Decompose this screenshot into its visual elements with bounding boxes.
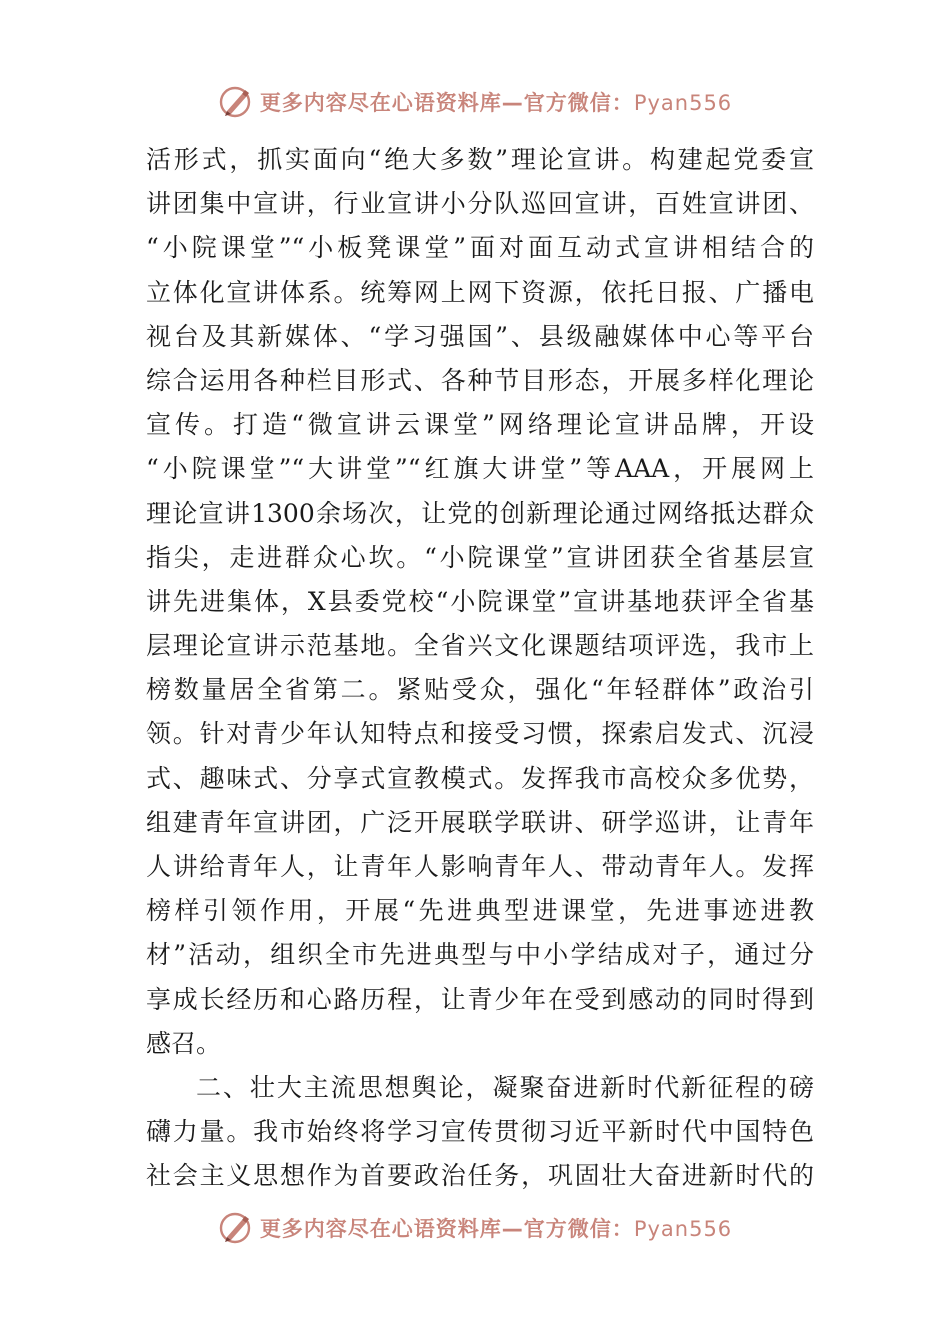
text-line: 领。针对青少年认知特点和接受习惯，探索启发式、沉浸 [146,719,814,749]
text-line: 组建青年宣讲团，广泛开展联学联讲、研学巡讲，让青年 [146,807,814,837]
text-line: “小院课堂”“大讲堂”“红旗大讲堂”等AAA，开展网上 [146,454,814,484]
text-line: 榜数量居全省第二。紧贴受众，强化“年轻群体”政治引 [146,675,814,705]
watermark-banner-bottom [0,1208,950,1248]
text-line: 感召。 [146,1028,222,1058]
watermark-text-bottom: 更多内容尽在心语资料库—官方微信：Pyan556 [259,1217,733,1241]
text-line: 榜样引领作用，开展“先进典型进课堂，先进事迹进教 [146,896,814,926]
text-line: 享成长经历和心路历程，让青少年在受到感动的同时得到 [146,984,814,1014]
text-line: 立体化宣讲体系。统筹网上网下资源，依托日报、广播电 [146,277,814,307]
text-line: 礴力量。我市始终将学习宣传贯彻习近平新时代中国特色 [146,1117,814,1147]
text-line: 理论宣讲1300余场次，让党的创新理论通过网络抵达群众 [146,498,814,528]
text-line: 宣传。打造“微宣讲云课堂”网络理论宣讲品牌，开设 [146,410,814,440]
text-line: 材”活动，组织全市先进典型与中小学结成对子，通过分 [146,940,814,970]
text-line: 视台及其新媒体、“学习强国”、县级融媒体中心等平台 [146,321,814,351]
text-line: 式、趣味式、分享式宣教模式。发挥我市高校众多优势， [146,763,814,793]
text-line: 社会主义思想作为首要政治任务，巩固壮大奋进新时代的 [146,1161,814,1191]
text-line: 层理论宣讲示范基地。全省兴文化课题结项评选，我市上 [146,631,814,661]
text-line: “小院课堂”“小板凳课堂”面对面互动式宣讲相结合的 [146,233,814,263]
text-line: 讲团集中宣讲，行业宣讲小分队巡回宣讲，百姓宣讲团、 [146,189,814,219]
text-line: 综合运用各种栏目形式、各种节目形态，开展多样化理论 [146,365,814,395]
text-line: 人讲给青年人，让青年人影响青年人、带动青年人。发挥 [146,852,814,881]
text-line: 活形式，抓实面向“绝大多数”理论宣讲。构建起党委宣 [146,145,814,174]
watermark-banner-top [0,82,950,122]
watermark-text-top: 更多内容尽在心语资料库—官方微信：Pyan556 [259,91,733,115]
text-line: 讲先进集体，X县委党校“小院课堂”宣讲基地获评全省基 [146,586,814,616]
text-line: 二、壮大主流思想舆论，凝聚奋进新时代新征程的磅 [196,1072,814,1102]
text-line: 指尖，走进群众心坎。“小院课堂”宣讲团获全省基层宣 [146,542,814,572]
pen-logo-icon [218,84,254,120]
document-body [146,138,814,1199]
pen-logo-icon [218,1210,254,1246]
